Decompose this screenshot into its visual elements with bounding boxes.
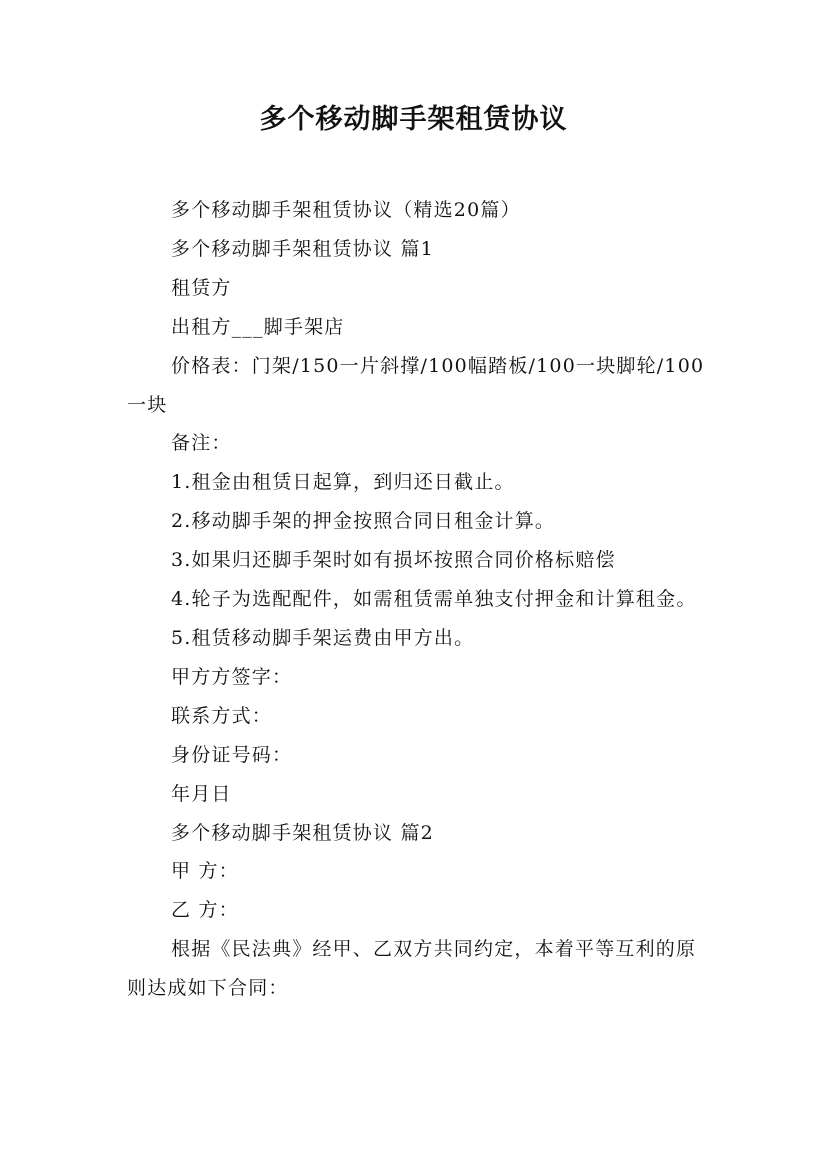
paragraph-notes-label: 备注：	[171, 432, 232, 455]
paragraph-note-1: 1.租金由租赁日起算，到归还日截止。	[171, 471, 515, 494]
paragraph-intro: 多个移动脚手架租赁协议（精选20篇）	[171, 199, 521, 221]
section-heading-1: 多个移动脚手架租赁协议 篇1	[171, 237, 434, 260]
document-title: 多个移动脚手架租赁协议	[259, 104, 568, 135]
paragraph-contact: 联系方式：	[171, 704, 273, 727]
document-body	[127, 191, 707, 1008]
paragraph-note-3: 3.如果归还脚手架时如有损坏按照合同价格标赔偿	[171, 549, 616, 572]
paragraph-party-a-signature: 甲方方签字：	[171, 665, 293, 688]
section-heading-2: 多个移动脚手架租赁协议 篇2	[171, 821, 434, 844]
paragraph-note-4: 4.轮子为选配配件，如需租赁需单独支付押金和计算租金。	[171, 588, 697, 611]
paragraph-id-number: 身份证号码：	[171, 743, 293, 766]
paragraph-price-list: 价格表：门架/150一片斜撑/100幅踏板/100一块脚轮/100一块	[127, 354, 705, 416]
paragraph-agreement-basis: 根据《民法典》经甲、乙双方共同约定，本着平等互利的原则达成如下合同：	[127, 938, 697, 1000]
paragraph-party-b: 乙 方：	[171, 899, 239, 922]
paragraph-lessee: 租赁方	[171, 276, 232, 299]
paragraph-note-5: 5.租赁移动脚手架运费由甲方出。	[171, 626, 475, 649]
paragraph-lessor: 出租方___脚手架店	[171, 315, 345, 338]
paragraph-date: 年月日	[171, 782, 232, 805]
paragraph-party-a: 甲 方：	[171, 860, 239, 883]
paragraph-note-2: 2.移动脚手架的押金按照合同日租金计算。	[171, 510, 556, 533]
